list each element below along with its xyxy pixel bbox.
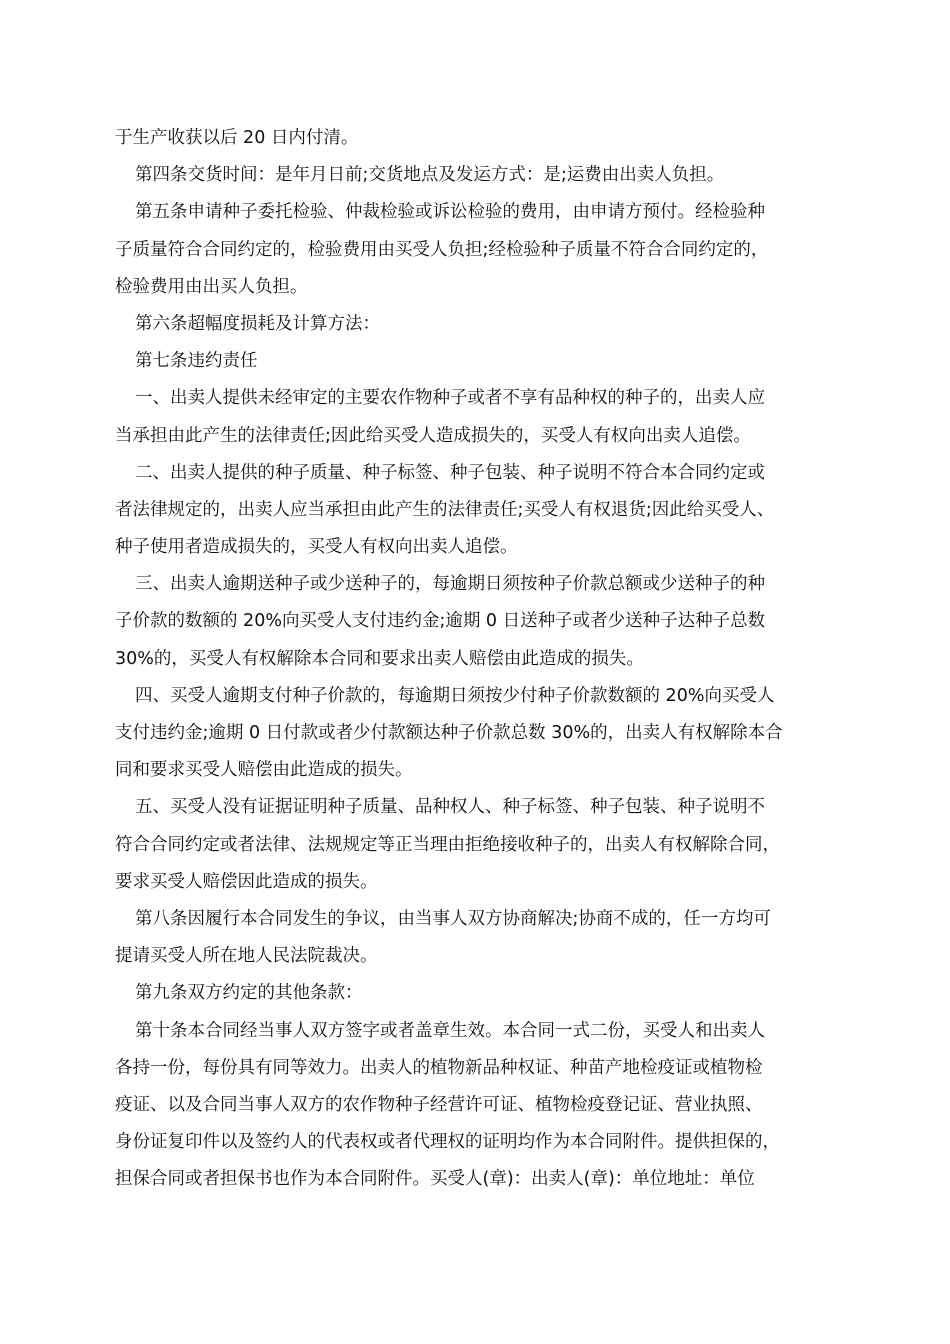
text-line: 种子使用者造成损失的，买受人有权向出卖人追偿。 (115, 537, 518, 558)
text-line: 符合合同约定或者法律、法规规定等正当理由拒绝接收种子的，出卖人有权解除合同， (115, 834, 780, 855)
text-line: 一、出卖人提供未经审定的主要农作物种子或者不享有品种权的种子的，出卖人应 (135, 388, 765, 409)
text-line: 疫证、以及合同当事人双方的农作物种子经营许可证、植物检疫登记证、营业执照、 (115, 1094, 763, 1115)
text-line: 于生产收获以后 20 日内付清。 (115, 128, 359, 148)
text-line: 支付违约金;逾期 0 日付款或者少付款额达种子价款总数 30%的，出卖人有权解除本合 (115, 723, 783, 743)
text-line: 第八条因履行本合同发生的争议，由当事人双方协商解决;协商不成的，任一方均可 (135, 908, 771, 929)
text-line: 五、买受人没有证据证明种子质量、品种权人、种子标签、种子包装、种子说明不 (135, 797, 765, 818)
text-line: 当承担由此产生的法律责任;因此给买受人造成损失的，买受人有权向出卖人追偿。 (115, 425, 751, 446)
text-line: 第九条双方约定的其他条款： (135, 983, 363, 1004)
text-line: 第四条交货时间：是年月日前;交货地点及发运方式：是;运费由出卖人负担。 (135, 165, 725, 186)
text-line: 者法律规定的，出卖人应当承担由此产生的法律责任;买受人有权退货;因此给买受人、 (115, 499, 775, 520)
text-line: 第十条本合同经当事人双方签字或者盖章生效。本合同一式二份，买受人和出卖人 (135, 1020, 765, 1041)
text-line: 同和要求买受人赔偿由此造成的损失。 (115, 760, 413, 781)
text-line: 身份证复印件以及签约人的代表权或者代理权的证明均作为本合同附件。提供担保的， (115, 1132, 780, 1153)
text-line: 子价款的数额的 20%向买受人支付违约金;逾期 0 日送种子或者少送种子达种子总数 (115, 611, 766, 632)
contract-text-body (115, 120, 845, 1198)
text-line: 提请买受人所在地人民法院裁决。 (115, 946, 378, 967)
text-line: 要求买受人赔偿因此造成的损失。 (115, 871, 378, 892)
text-line: 第五条申请种子委托检验、仲裁检验或诉讼检验的费用，由申请方预付。经检验种 (135, 202, 765, 223)
text-line: 三、出卖人逾期送种子或少送种子的，每逾期日须按种子价款总额或少送种子的种 (135, 574, 765, 595)
text-line: 第六条超幅度损耗及计算方法： (135, 313, 380, 334)
text-line: 各持一份，每份具有同等效力。出卖人的植物新品种权证、种苗产地检疫证或植物检 (115, 1057, 763, 1078)
text-line: 检验费用由出买人负担。 (115, 276, 308, 297)
text-line: 30%的，买受人有权解除本合同和要求出卖人赔偿由此造成的损失。 (115, 648, 644, 669)
text-line: 子质量符合合同约定的，检验费用由买受人负担;经检验种子质量不符合合同约定的， (115, 239, 769, 260)
text-line: 担保合同或者担保书也作为本合同附件。买受人(章)：出卖人(章)：单位地址：单位 (115, 1169, 755, 1190)
text-line: 二、出卖人提供的种子质量、种子标签、种子包装、种子说明不符合本合同约定或 (135, 462, 765, 483)
text-line: 第七条违约责任 (135, 351, 258, 372)
text-line: 四、买受人逾期支付种子价款的，每逾期日须按少付种子价款数额的 20%向买受人 (135, 685, 775, 706)
